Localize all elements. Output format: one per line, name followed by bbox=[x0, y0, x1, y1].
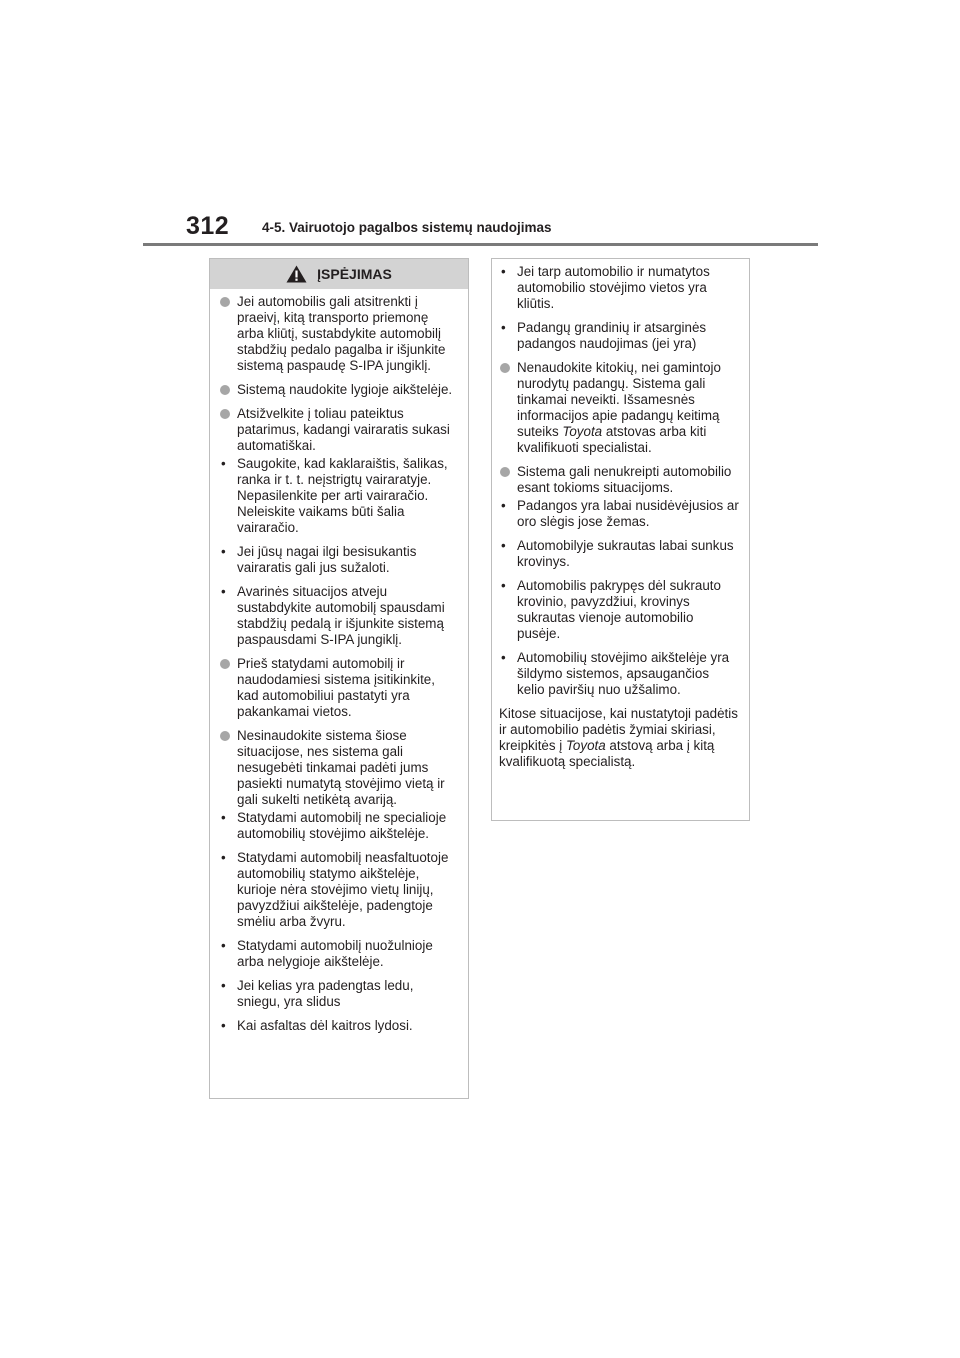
bullet-marker: • bbox=[501, 650, 506, 665]
closing-paragraph bbox=[499, 706, 739, 770]
list-item bbox=[219, 938, 458, 970]
bullet-marker: • bbox=[221, 544, 226, 559]
warning-box-right bbox=[491, 258, 750, 821]
list-item bbox=[499, 360, 739, 456]
item-text: Jei tarp automobilio ir numatytos automobilio stovėjimo vietos yra kliūtis. bbox=[517, 264, 710, 311]
item-text: Nenaudokite kitokių, nei gamintojo nurodytų padangų. Sistema gali tinkamai neveikti. Išsamesnės informacijos apie padangų keitimą suteiks bbox=[517, 360, 721, 439]
item-text: Jei automobilis gali atsitrenkti į praeivį, kitą transporto priemonę arba kliūtį, sustabdykite automobilį stabdžių pedalo pagalba ir išjunkite sistemą paspaudę S-IPA jungiklį. bbox=[237, 294, 446, 373]
item-text: Automobilyje sukrautas labai sunkus krovinys. bbox=[517, 538, 734, 569]
list-item bbox=[499, 264, 739, 312]
item-text: Nesinaudokite sistema šiose situacijose, nes sistema gali nesugebėti tinkamai padėti jums pasiekti numatytą stovėjimo vietą ir gali sukelti netikėtą avariją. bbox=[237, 728, 445, 807]
list-item bbox=[499, 320, 739, 352]
dot-marker bbox=[220, 297, 230, 307]
item-text: Automobilių stovėjimo aikštelėje yra šildymo sistemos, apsaugančios kelio paviršių nuo užšalimo. bbox=[517, 650, 730, 697]
item-text: Atsižvelkite į toliau pateiktus patarimus, kadangi vairaratis sukasi automatiškai. bbox=[237, 406, 450, 453]
warning-triangle-icon bbox=[286, 265, 307, 283]
dot-marker bbox=[220, 659, 230, 669]
item-text: Padangų grandinių ir atsarginės padangos naudojimas (jei yra) bbox=[517, 320, 707, 351]
list-item bbox=[219, 584, 458, 648]
list-item bbox=[219, 810, 458, 842]
list-item bbox=[219, 728, 458, 808]
item-text: atstovas arba kiti kvalifikuoti specialistai. bbox=[517, 424, 707, 455]
page-number: 312 bbox=[186, 212, 230, 240]
header-divider bbox=[143, 243, 818, 246]
list-item bbox=[499, 650, 739, 698]
list-item bbox=[219, 978, 458, 1010]
bullet-marker: • bbox=[501, 538, 506, 553]
warning-box-left bbox=[209, 258, 469, 1099]
item-text: Statydami automobilį ne specialioje automobilių stovėjimo aikštelėje. bbox=[237, 810, 447, 841]
item-text: Statydami automobilį nuožulnioje arba nelygioje aikštelėje. bbox=[237, 938, 433, 969]
bullet-marker: • bbox=[221, 978, 226, 993]
bullet-marker: • bbox=[221, 810, 226, 825]
brand-name: Toyota bbox=[562, 424, 603, 439]
dot-marker bbox=[220, 731, 230, 741]
list-item bbox=[219, 544, 458, 576]
list-item bbox=[219, 406, 458, 454]
bullet-marker: • bbox=[221, 850, 226, 865]
item-text: Automobilis pakrypęs dėl sukrauto krovinio, pavyzdžiui, krovinys sukrautas vienoje automobilio pusėje. bbox=[517, 578, 721, 641]
section-title: 4-5. Vairuotojo pagalbos sistemų naudojimas bbox=[262, 220, 552, 235]
list-item bbox=[219, 1018, 458, 1034]
paragraph-text: atstovą arba į kitą kvalifikuotą specialistą. bbox=[499, 738, 715, 769]
bullet-marker: • bbox=[501, 578, 506, 593]
item-text: Statydami automobilį neasfaltuotoje automobilių statymo aikštelėje, kurioje nėra stovėjimo vietų linijų, pavyzdžiui aikštelėje, padengtoje smėliu arba žvyru. bbox=[237, 850, 449, 929]
brand-name: Toyota bbox=[565, 738, 606, 753]
bullet-marker: • bbox=[501, 264, 506, 279]
item-text: Padangos yra labai nusidėvėjusios ar oro slėgis jose žemas. bbox=[517, 498, 739, 529]
item-text: Jei kelias yra padengtas ledu, sniegu, yra slidus bbox=[237, 978, 414, 1009]
list-item bbox=[499, 578, 739, 642]
list-item bbox=[219, 456, 458, 536]
list-item bbox=[499, 498, 739, 530]
bullet-marker: • bbox=[221, 584, 226, 599]
item-text: Sistemą naudokite lygioje aikštelėje. bbox=[237, 382, 453, 397]
dot-marker bbox=[500, 467, 510, 477]
warning-title: ĮSPĖJIMAS bbox=[317, 266, 392, 282]
item-text: Sistema gali nenukreipti automobilio esant tokioms situacijoms. bbox=[517, 464, 732, 495]
bullet-marker: • bbox=[501, 498, 506, 513]
bullet-marker: • bbox=[221, 1018, 226, 1033]
list-item bbox=[219, 294, 458, 374]
bullet-marker: • bbox=[501, 320, 506, 335]
bullet-marker: • bbox=[221, 456, 226, 471]
warning-list-left bbox=[210, 289, 468, 1034]
warning-list-right bbox=[492, 259, 749, 770]
warning-header bbox=[210, 259, 468, 289]
bullet-marker: • bbox=[221, 938, 226, 953]
dot-marker bbox=[220, 409, 230, 419]
item-text: Jei jūsų nagai ilgi besisukantis vairaratis gali jus sužaloti. bbox=[237, 544, 417, 575]
dot-marker bbox=[220, 385, 230, 395]
item-text: Avarinės situacijos atveju sustabdykite automobilį spausdami stabdžių pedalą ir išjunkite sistemą paspausdami S-IPA jungiklį. bbox=[237, 584, 445, 647]
paragraph-text: Kitose situacijose, kai nustatytoji padėtis ir automobilio padėtis žymiai skiriasi, kreipkitės į bbox=[499, 706, 738, 753]
item-text: Kai asfaltas dėl kaitros lydosi. bbox=[237, 1018, 413, 1033]
list-item bbox=[219, 850, 458, 930]
item-text: Saugokite, kad kaklaraištis, šalikas, ranka ir t. t. neįstrigtų vairaratyje. Nepasilenkite per arti vairaračio. Neleiskite vaikams būti šalia vairaračio. bbox=[237, 456, 448, 535]
item-text: Prieš statydami automobilį ir naudodamiesi sistema įsitikinkite, kad automobiliui pastatyti yra pakankamai vietos. bbox=[237, 656, 435, 719]
list-item bbox=[219, 382, 458, 398]
list-item bbox=[499, 538, 739, 570]
list-item bbox=[499, 464, 739, 496]
dot-marker bbox=[500, 363, 510, 373]
list-item bbox=[219, 656, 458, 720]
